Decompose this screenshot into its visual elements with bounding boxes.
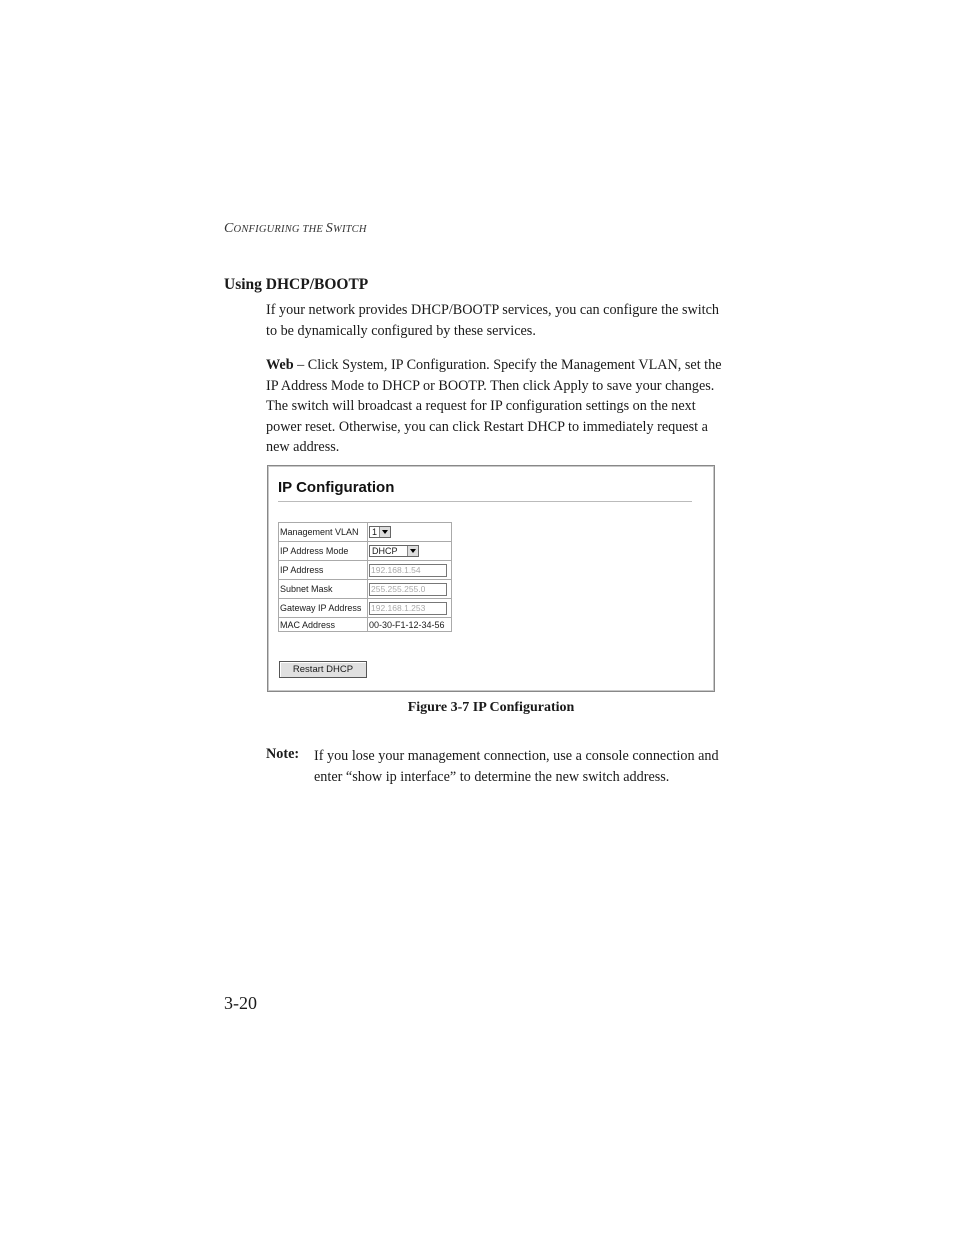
ip-address-input[interactable]: 192.168.1.54 [369,564,447,577]
header-second-rest: WITCH [333,224,367,235]
mac-address-value: 00-30-F1-12-34-56 [368,618,452,632]
mac-address-label: MAC Address [279,618,368,632]
table-row [279,542,452,561]
table-row [279,523,452,542]
ip-mode-label: IP Address Mode [279,542,368,561]
header-first-rest: ONFIGURING THE [233,224,326,235]
title-divider [278,501,692,502]
header-second-letter: S [325,221,333,236]
section-title: Using DHCP/BOOTP [224,276,369,293]
subnet-mask-label: Subnet Mask [279,580,368,599]
table-row [279,618,452,632]
web-text: – Click System, IP Configuration. Specify the Management VLAN, set the IP Address Mode to DHCP or BOOTP. Then click Apply to save your changes. The switch will broadcast a request for IP configuration settings on the next power reset. Otherwise, you can click Restart DHCP to immediately request a new address. [266,357,722,455]
figure-panel-title: IP Configuration [278,479,395,496]
web-lead: Web [266,357,294,373]
table-row [279,599,452,618]
restart-dhcp-button[interactable]: Restart DHCP [279,661,367,678]
ip-mode-value: DHCP [372,546,398,556]
table-row [279,561,452,580]
gateway-input[interactable]: 192.168.1.253 [369,602,447,615]
mgmt-vlan-select[interactable] [369,526,391,538]
ip-mode-select[interactable] [369,545,419,557]
table-row [279,580,452,599]
chevron-down-icon [379,527,390,537]
gateway-label: Gateway IP Address [279,599,368,618]
page-number: 3-20 [224,993,257,1013]
ip-configuration-screenshot [267,465,715,692]
intro-paragraph: If your network provides DHCP/BOOTP services, you can configure the switch to be dynamically configured by these services. [266,302,719,339]
chevron-down-icon [407,546,418,556]
ip-config-table [278,522,452,632]
running-header [224,221,367,237]
subnet-mask-input[interactable]: 255.255.255.0 [369,583,447,596]
ip-address-label: IP Address [279,561,368,580]
note-label: Note: [266,746,300,762]
note-text: If you lose your management connection, use a console connection and enter “show ip interface” to determine the new switch address. [314,748,719,785]
web-paragraph [266,355,726,458]
figure-caption: Figure 3-7 IP Configuration [407,700,575,715]
header-first-letter: C [224,221,234,236]
mgmt-vlan-label: Management VLAN [279,523,368,542]
mgmt-vlan-value: 1 [372,527,378,537]
